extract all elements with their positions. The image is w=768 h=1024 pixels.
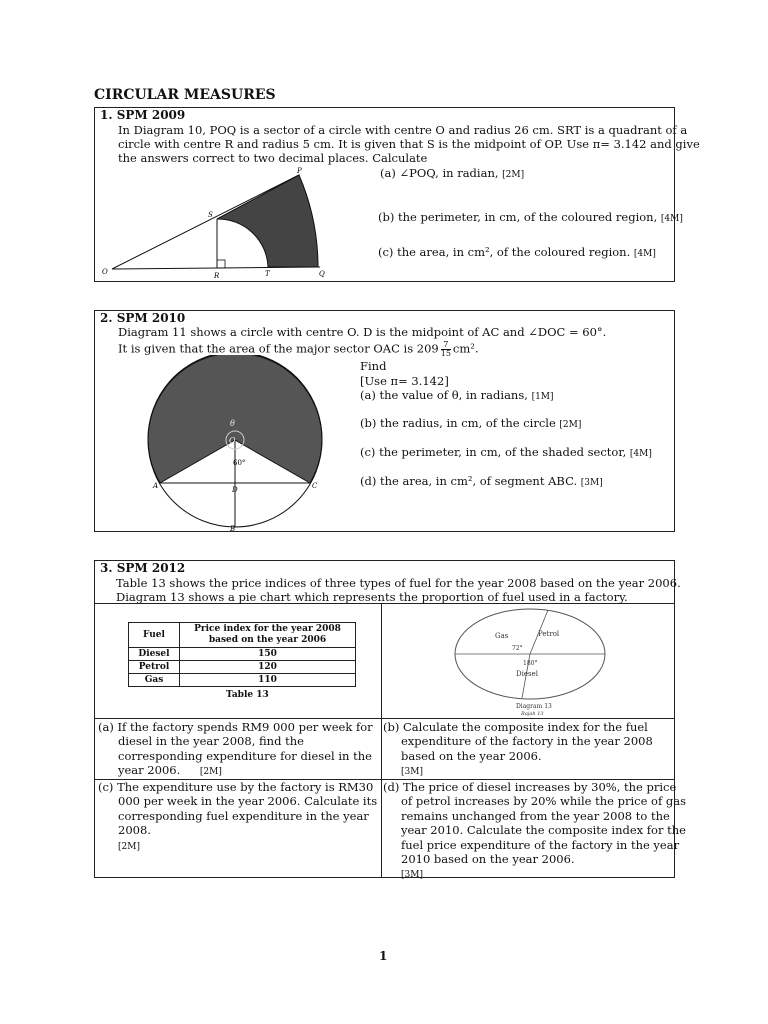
label-O: O bbox=[102, 268, 108, 276]
q1-part-b-marks: [4M] bbox=[660, 214, 683, 224]
table-row bbox=[129, 674, 356, 687]
q1-part-b-text: (b) the perimeter, in cm, of the coloured region, bbox=[378, 210, 658, 224]
q3-intro-line1: Table 13 shows the price indices of three types of fuel for the year 2008 based on the year 2006. bbox=[116, 576, 681, 590]
table-13-caption: Table 13 bbox=[226, 690, 269, 700]
pie-caption-2: Rajah 13 bbox=[521, 711, 544, 717]
q2-part-c bbox=[360, 445, 652, 461]
q2-part-b-text: (b) the radius, in cm, of the circle bbox=[360, 416, 556, 430]
q3-part-c-marks: [2M] bbox=[118, 841, 140, 852]
q2-find: Find bbox=[360, 359, 387, 373]
q3-row-divider-1 bbox=[94, 603, 675, 604]
q3-part-d bbox=[383, 780, 689, 883]
q2-use-pi: [Use π= 3.142] bbox=[360, 374, 449, 388]
q3-part-a bbox=[98, 720, 390, 780]
fuel-cell: Diesel bbox=[129, 648, 180, 661]
q2-frac-den: 15 bbox=[440, 349, 451, 358]
coloured-region bbox=[217, 175, 318, 267]
label-Q: Q bbox=[319, 270, 325, 278]
q3-part-b-text: (b) Calculate the composite index for the fuel expenditure of the factory in the year 2008 based on the year 2006. bbox=[383, 720, 653, 763]
q2-heading: 2. SPM 2010 bbox=[100, 311, 186, 325]
q2-fraction bbox=[441, 341, 451, 358]
q1-part-b bbox=[378, 210, 683, 226]
q2-part-a-text: (a) the value of θ, in radians, bbox=[360, 388, 528, 402]
q1-part-c bbox=[378, 245, 656, 261]
label-theta: θ bbox=[230, 419, 235, 428]
q2-part-d bbox=[360, 474, 603, 490]
q1-part-a bbox=[380, 166, 524, 182]
diagram-11 bbox=[140, 355, 330, 533]
q3-intro-line2: Diagram 13 shows a pie chart which represents the proportion of fuel used in a factory. bbox=[116, 590, 628, 604]
q2-part-a bbox=[360, 388, 554, 404]
table-row bbox=[129, 648, 356, 661]
pie-caption-1: Diagram 13 bbox=[516, 703, 552, 710]
label-B: B bbox=[230, 525, 236, 533]
line-OQ bbox=[112, 267, 320, 269]
q2-part-b bbox=[360, 416, 581, 432]
header-fuel: Fuel bbox=[129, 623, 180, 648]
pie-label-diesel: Diesel bbox=[516, 670, 538, 678]
right-angle-mark bbox=[217, 260, 225, 268]
q2-part-c-text: (c) the perimeter, in cm, of the shaded sector, bbox=[360, 445, 627, 459]
diagram-10 bbox=[100, 165, 350, 280]
q3-part-b-marks: [3M] bbox=[401, 767, 423, 778]
label-S: S bbox=[208, 211, 213, 219]
table-13 bbox=[128, 622, 356, 687]
q1-part-a-text: (a) ∠POQ, in radian, bbox=[380, 166, 499, 180]
q3-part-d-text: (d) The price of diesel increases by 30%, the price of petrol increases by 20% while the price of gas remains unchanged from the year 2008 to the year 2010. Calculate the composite index for the fuel price expenditure of the factory in the year 2010 based on the year 2006. bbox=[383, 780, 687, 867]
header-index-line1: Price index for the year 2008 bbox=[194, 624, 341, 634]
q2-intro-line2-prefix: It is given that the area of the major sector OAC is 209 bbox=[118, 341, 439, 356]
label-P: P bbox=[297, 167, 302, 175]
pie-label-gas: Gas bbox=[495, 632, 509, 640]
q3-part-d-marks: [3M] bbox=[401, 870, 423, 881]
label-T: T bbox=[265, 270, 270, 278]
pie-label-180: 180° bbox=[523, 660, 538, 667]
q2-part-b-marks: [2M] bbox=[559, 420, 582, 430]
q1-part-a-marks: [2M] bbox=[502, 170, 525, 180]
label-C: C bbox=[312, 482, 318, 490]
q1-part-c-marks: [4M] bbox=[633, 249, 656, 259]
pie-label-72: 72° bbox=[512, 645, 523, 652]
q2-intro-line1: Diagram 11 shows a circle with centre O. D is the midpoint of AC and ∠DOC = 60°. bbox=[118, 325, 607, 339]
label-D: D bbox=[232, 486, 238, 494]
header-index bbox=[180, 623, 356, 648]
q3-part-a-marks: [2M] bbox=[199, 767, 222, 778]
q1-intro-line2: circle with centre R and radius 5 cm. It is given that S is the midpoint of OP. Use π= 3.142 and give bbox=[118, 137, 700, 151]
page-title: CIRCULAR MEASURES bbox=[94, 87, 276, 103]
q2-part-d-text: (d) the area, in cm², of segment ABC. bbox=[360, 474, 578, 488]
q1-part-c-text: (c) the area, in cm², of the coloured region. bbox=[378, 245, 631, 259]
q2-part-c-marks: [4M] bbox=[629, 449, 652, 459]
q3-part-b bbox=[383, 720, 689, 780]
q1-intro-line3: the answers correct to two decimal places. Calculate bbox=[118, 151, 428, 165]
label-R: R bbox=[214, 272, 220, 280]
q3-row-divider-2 bbox=[94, 718, 675, 719]
q1-intro-line1: In Diagram 10, POQ is a sector of a circle with centre O and radius 26 cm. SRT is a quadrant of a bbox=[118, 123, 688, 137]
page-number: 1 bbox=[379, 949, 388, 963]
q2-part-d-marks: [3M] bbox=[580, 478, 603, 488]
q2-intro-line2-suffix: cm². bbox=[452, 341, 479, 356]
table-header-row bbox=[129, 623, 356, 648]
q3-part-c-text: (c) The expenditure use by the factory is RM30 000 per week in the year 2006. Calculate its corresponding fuel expenditure in the year 2008. bbox=[98, 780, 378, 838]
header-index-line2: based on the year 2006 bbox=[208, 635, 327, 645]
fuel-cell: Gas bbox=[129, 674, 180, 687]
index-cell: 150 bbox=[180, 648, 356, 661]
fuel-cell: Petrol bbox=[129, 661, 180, 674]
label-A: A bbox=[153, 482, 159, 490]
index-cell: 110 bbox=[180, 674, 356, 687]
q2-frac-num: 7 bbox=[441, 341, 451, 350]
index-cell: 120 bbox=[180, 661, 356, 674]
q2-part-a-marks: [1M] bbox=[531, 392, 554, 402]
pie-label-petrol: Petrol bbox=[538, 630, 560, 638]
diagram-13-pie bbox=[450, 606, 610, 718]
table-row bbox=[129, 661, 356, 674]
label-60: 60° bbox=[233, 459, 246, 467]
q3-heading: 3. SPM 2012 bbox=[100, 561, 186, 575]
q3-part-a-text: (a) If the factory spends RM9 000 per week for diesel in the year 2008, find the corresponding expenditure for diesel in the year 2006. bbox=[98, 720, 373, 778]
q3-part-c bbox=[98, 780, 390, 854]
q1-heading: 1. SPM 2009 bbox=[100, 108, 186, 122]
label-O2: O bbox=[229, 436, 236, 445]
